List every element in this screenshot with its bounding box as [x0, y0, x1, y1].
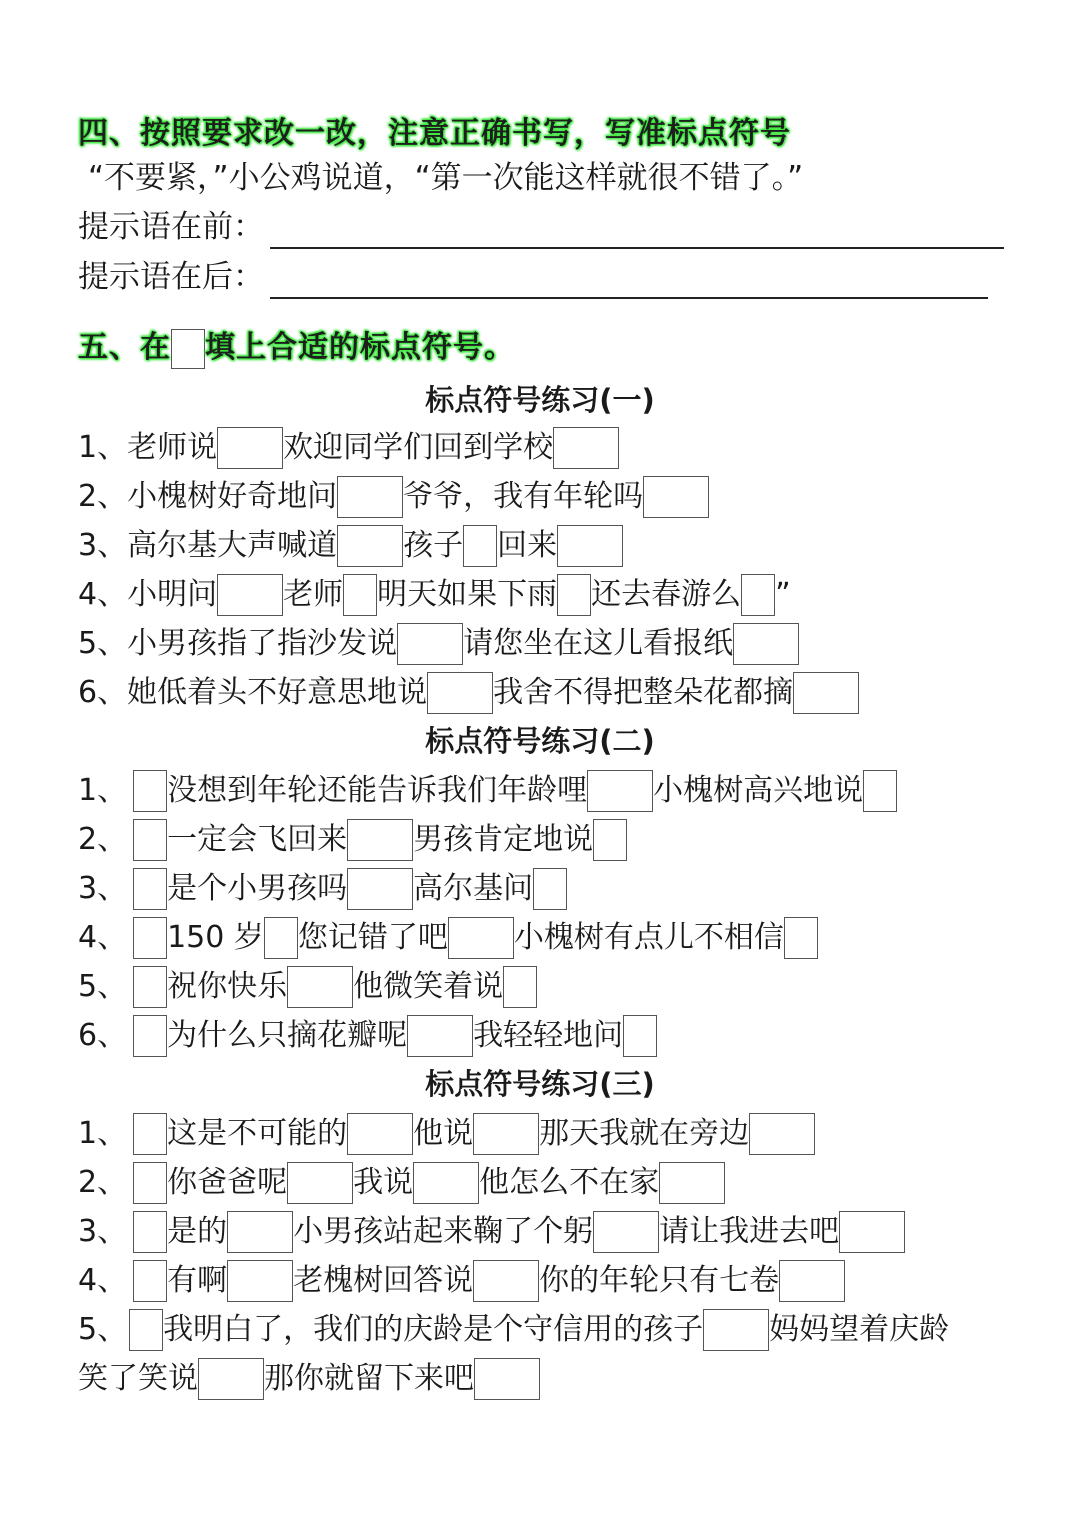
closing-quote: ” [775, 576, 791, 612]
blank-box[interactable] [473, 1113, 539, 1155]
ex1-row-4 [78, 571, 791, 617]
blank-box[interactable] [587, 770, 653, 812]
blank-box[interactable] [448, 917, 514, 959]
blank-box[interactable] [703, 1309, 769, 1351]
row-text: 我说 [353, 1164, 414, 1200]
blank-box[interactable] [784, 917, 818, 959]
blank-box[interactable] [593, 819, 627, 861]
exercise-1-title: 标点符号练习(一) [425, 383, 655, 417]
row-text: 小槐树有点儿不相信 [513, 919, 784, 955]
row-number: 4、 [78, 576, 128, 612]
row-text: 请您坐在这儿看报纸 [463, 625, 734, 661]
ex1-row-3 [78, 522, 623, 568]
row-text: 那你就留下来吧 [264, 1360, 474, 1396]
row-text: 我轻轻地问 [473, 1017, 624, 1053]
row-text: 是个小男孩吗 [167, 870, 348, 906]
row-text: 小男孩站起来鞠了个躬 [293, 1213, 594, 1249]
ex3-row-5 [78, 1306, 949, 1352]
blank-box[interactable] [133, 819, 167, 861]
blank-box[interactable] [133, 917, 167, 959]
row-text: 笑了笑说 [78, 1360, 198, 1396]
row-text: 这是不可能的 [167, 1115, 348, 1151]
row-text: 我舍不得把整朵花都摘 [493, 674, 794, 710]
row-number: 5、 [78, 625, 128, 661]
blank-box[interactable] [133, 1260, 167, 1302]
ex3-row-5-continued [78, 1355, 540, 1401]
row-number: 5、 [78, 1311, 128, 1347]
blank-box[interactable] [337, 476, 403, 518]
blank-box[interactable] [264, 917, 298, 959]
blank-box[interactable] [129, 1309, 163, 1351]
blank-box[interactable] [343, 574, 377, 616]
exercise-3-title: 标点符号练习(三) [425, 1067, 655, 1101]
row-number: 3、 [78, 527, 128, 563]
blank-box[interactable] [133, 1113, 167, 1155]
prompt-back-answer-line[interactable] [270, 267, 988, 299]
row-text: 明天如果下雨 [377, 576, 558, 612]
prompt-front-row [78, 205, 1004, 249]
row-number: 4、 [78, 919, 128, 955]
blank-box[interactable] [133, 1162, 167, 1204]
row-number: 2、 [78, 821, 128, 857]
blank-box[interactable] [337, 525, 403, 567]
ex3-row-3 [78, 1208, 905, 1254]
row-number: 2、 [78, 478, 128, 514]
row-text: 高尔基问 [413, 870, 534, 906]
row-text: 那天我就在旁边 [539, 1115, 750, 1151]
blank-box[interactable] [557, 574, 591, 616]
row-text: 为什么只摘花瓣呢 [167, 1017, 408, 1053]
blank-box[interactable] [553, 427, 619, 469]
row-text: 是的 [167, 1213, 228, 1249]
row-text: 妈妈望着庆龄 [769, 1311, 950, 1347]
ex1-row-2 [78, 473, 709, 519]
row-text: 您记错了吧 [297, 919, 448, 955]
row-text: 孩子 [403, 527, 464, 563]
ex1-row-1 [78, 424, 619, 470]
blank-box[interactable] [503, 966, 537, 1008]
row-text: 她低着头不好意思地说 [127, 674, 428, 710]
prompt-front-answer-line[interactable] [270, 217, 1004, 249]
ex3-row-4 [78, 1257, 845, 1303]
row-text: 还去春游么 [591, 576, 742, 612]
exercise-2-title: 标点符号练习(二) [425, 724, 655, 758]
blank-box[interactable] [533, 868, 567, 910]
row-text: 他微笑着说 [353, 968, 504, 1004]
row-text: 你爸爸呢 [167, 1164, 288, 1200]
blank-box[interactable] [133, 1015, 167, 1057]
blank-box[interactable] [133, 770, 167, 812]
row-text: 小槐树高兴地说 [653, 772, 864, 808]
blank-box[interactable] [659, 1162, 725, 1204]
blank-box[interactable] [863, 770, 897, 812]
blank-box[interactable] [133, 1211, 167, 1253]
blank-box[interactable] [198, 1358, 264, 1400]
blank-box[interactable] [733, 623, 799, 665]
blank-box[interactable] [427, 672, 493, 714]
row-text: 你的年轮只有七卷 [539, 1262, 780, 1298]
row-text: 我明白了，我们的庆龄是个守信用的孩子 [163, 1311, 704, 1347]
blank-box[interactable] [623, 1015, 657, 1057]
row-text: 男孩肯定地说 [413, 821, 594, 857]
blank-box[interactable] [397, 623, 463, 665]
row-text: 欢迎同学们回到学校 [283, 429, 554, 465]
row-number: 5、 [78, 968, 128, 1004]
ex3-row-1 [78, 1110, 815, 1156]
row-text: 没想到年轮还能告诉我们年龄哩 [167, 772, 588, 808]
row-text: 小男孩指了指沙发说 [127, 625, 398, 661]
row-number: 4、 [78, 1262, 128, 1298]
blank-box[interactable] [217, 427, 283, 469]
ex1-row-6 [78, 669, 859, 715]
blank-box[interactable] [749, 1113, 815, 1155]
row-text: 回来 [497, 527, 558, 563]
blank-box[interactable] [643, 476, 709, 518]
ex2-row-6 [78, 1012, 657, 1058]
row-text: 高尔基大声喊道 [127, 527, 338, 563]
prompt-back-row [78, 255, 988, 299]
blank-box[interactable] [347, 1113, 413, 1155]
section-5-heading-post: 填上合适的标点符号。 [205, 330, 515, 365]
blank-box[interactable] [227, 1260, 293, 1302]
section-5-heading [78, 326, 515, 370]
row-number: 1、 [78, 429, 128, 465]
section-5-heading-pre: 五、在 [78, 330, 171, 365]
row-number: 6、 [78, 674, 128, 710]
blank-box[interactable] [287, 966, 353, 1008]
row-text: 小明问 [127, 576, 218, 612]
row-number: 3、 [78, 1213, 128, 1249]
ex2-row-5 [78, 963, 537, 1009]
row-text: 老师说 [127, 429, 218, 465]
blank-box[interactable] [839, 1211, 905, 1253]
row-text: 爷爷，我有年轮吗 [403, 478, 644, 514]
row-text: 祝你快乐 [167, 968, 288, 1004]
ex2-row-2 [78, 816, 627, 862]
row-text: 有啊 [167, 1262, 228, 1298]
row-number: 6、 [78, 1017, 128, 1053]
prompt-back-label: 提示语在后： [78, 259, 264, 295]
row-text: 老槐树回答说 [293, 1262, 474, 1298]
blank-box[interactable] [474, 1358, 540, 1400]
section-4-heading: 四、按照要求改一改，注意正确书写，写准标点符号 [78, 116, 791, 151]
row-text: 请让我进去吧 [659, 1213, 840, 1249]
blank-box[interactable] [133, 868, 167, 910]
row-text: 他怎么不在家 [479, 1164, 660, 1200]
blank-box[interactable] [593, 1211, 659, 1253]
sample-blank-box [171, 329, 205, 369]
blank-box[interactable] [347, 868, 413, 910]
ex2-row-1 [78, 767, 897, 813]
row-number: 3、 [78, 870, 128, 906]
ex3-row-2 [78, 1159, 725, 1205]
blank-box[interactable] [779, 1260, 845, 1302]
blank-box[interactable] [413, 1162, 479, 1204]
row-text: 150 岁 [167, 919, 264, 955]
blank-box[interactable] [463, 525, 497, 567]
row-text: 小槐树好奇地问 [127, 478, 338, 514]
row-number: 1、 [78, 1115, 128, 1151]
row-text: 老师 [283, 576, 344, 612]
blank-box[interactable] [793, 672, 859, 714]
row-number: 1、 [78, 772, 128, 808]
ex2-row-3 [78, 865, 567, 911]
blank-box[interactable] [473, 1260, 539, 1302]
ex2-row-4 [78, 914, 818, 960]
ex1-row-5 [78, 620, 799, 666]
row-text: 一定会飞回来 [167, 821, 348, 857]
prompt-front-label: 提示语在前： [78, 209, 264, 245]
example-sentence: “不要紧，”小公鸡说道，“第一次能这样就很不错了。” [88, 160, 804, 196]
row-text: 他说 [413, 1115, 474, 1151]
blank-box[interactable] [133, 966, 167, 1008]
blank-box[interactable] [217, 574, 283, 616]
blank-box[interactable] [407, 1015, 473, 1057]
blank-box[interactable] [741, 574, 775, 616]
row-number: 2、 [78, 1164, 128, 1200]
blank-box[interactable] [347, 819, 413, 861]
blank-box[interactable] [227, 1211, 293, 1253]
blank-box[interactable] [557, 525, 623, 567]
blank-box[interactable] [287, 1162, 353, 1204]
